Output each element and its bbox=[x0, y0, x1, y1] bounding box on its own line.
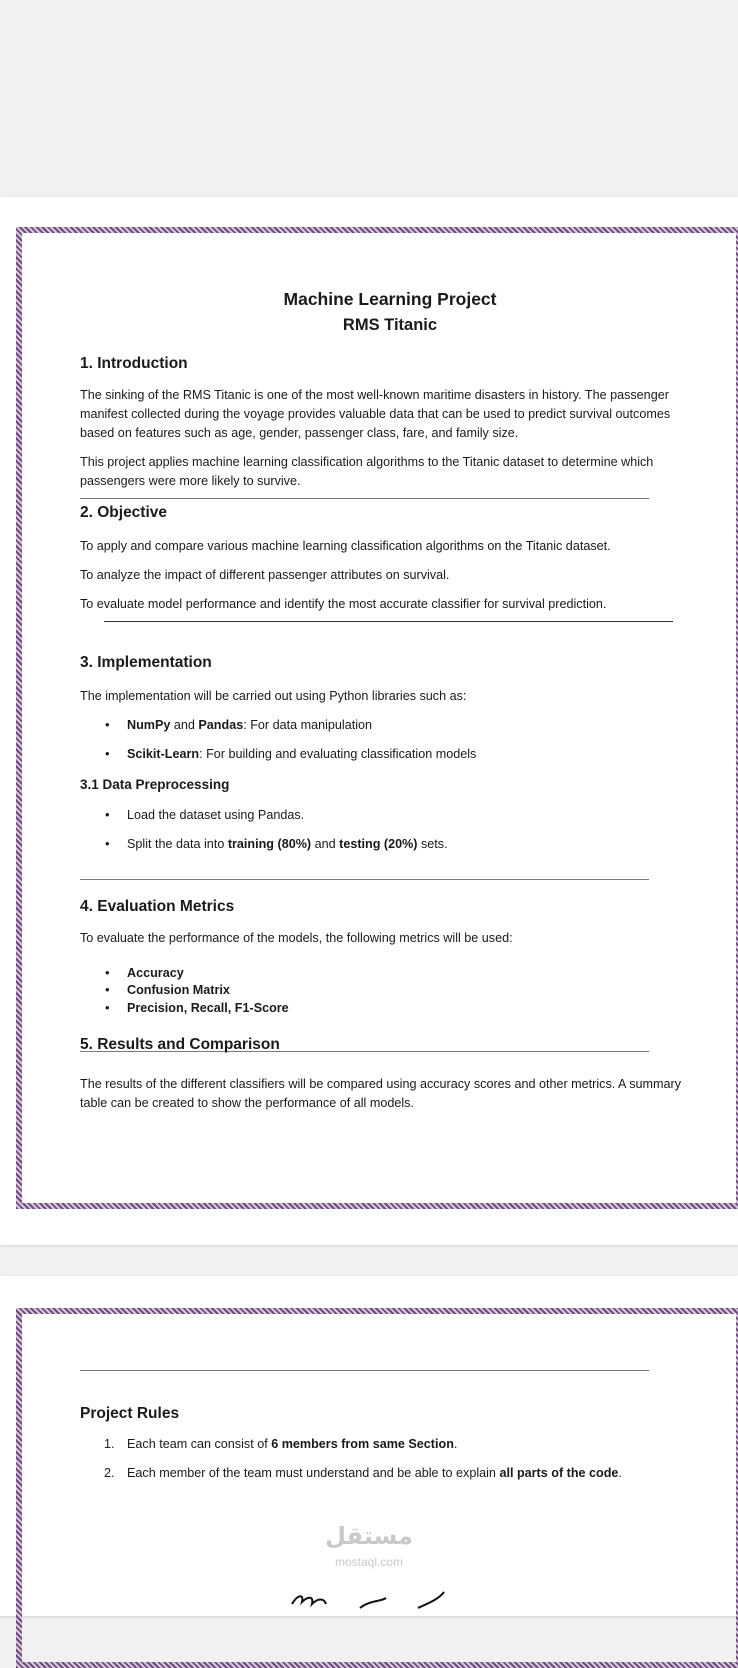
section-heading-implementation: 3. Implementation bbox=[80, 654, 212, 671]
section-heading-introduction: 1. Introduction bbox=[80, 355, 188, 372]
watermark-logo: مستقل bbox=[325, 1523, 413, 1550]
list-item-libraries: • NumPy and Pandas: For data manipulation bbox=[105, 717, 373, 732]
list-item: • Load the dataset using Pandas. bbox=[105, 807, 305, 822]
list-item: • Split the data into training (80%) and testing (20%) sets. bbox=[105, 836, 448, 851]
list-item-scikit: • Scikit-Learn: For building and evaluating classification models bbox=[105, 746, 477, 761]
implementation-intro: The implementation will be carried out using Python libraries such as: bbox=[80, 689, 467, 703]
subsection-heading-preprocessing: 3.1 Data Preprocessing bbox=[80, 777, 230, 792]
document-subtitle: RMS Titanic bbox=[342, 316, 438, 334]
divider bbox=[80, 498, 649, 499]
metrics-intro: To evaluate the performance of the models, the following metrics will be used: bbox=[80, 931, 513, 945]
section-heading-results: 5. Results and Comparison bbox=[80, 1036, 280, 1053]
rules-heading: Project Rules bbox=[80, 1405, 180, 1422]
section-heading-objective: 2. Objective bbox=[80, 504, 168, 521]
page-border bbox=[16, 227, 738, 1209]
divider bbox=[80, 879, 649, 880]
list-item: • Accuracy bbox=[105, 965, 184, 980]
intro-paragraph-2: This project applies machine learning classification algorithms to the Titanic dataset to determine which passengers were more likely to survive. bbox=[80, 455, 654, 488]
objective-item: To analyze the impact of different passenger attributes on survival. bbox=[80, 568, 450, 582]
rule-item: 2. Each member of the team must understand and be able to explain all parts of the code. bbox=[104, 1466, 622, 1480]
section-heading-metrics: 4. Evaluation Metrics bbox=[80, 898, 235, 915]
document-title: Machine Learning Project bbox=[283, 289, 497, 309]
list-item: • Precision, Recall, F1-Score bbox=[105, 1000, 289, 1015]
watermark-text: mostaql.com bbox=[334, 1555, 404, 1569]
objective-item: To evaluate model performance and identify the most accurate classifier for survival prediction. bbox=[80, 597, 607, 611]
divider bbox=[80, 1370, 649, 1371]
list-item: • Confusion Matrix bbox=[105, 982, 230, 997]
divider bbox=[104, 621, 673, 622]
signature-image bbox=[290, 1586, 490, 1616]
document-page-1 bbox=[0, 197, 738, 1245]
document-page-2 bbox=[0, 1276, 738, 1616]
rule-item: 1. Each team can consist of 6 members from same Section. bbox=[104, 1437, 458, 1451]
results-paragraph: The results of the different classifiers will be compared using accuracy scores and other metrics. A summary table can be created to show the performance of all models. bbox=[80, 1077, 682, 1110]
objective-item: To apply and compare various machine learning classification algorithms on the Titanic dataset. bbox=[80, 539, 611, 553]
intro-paragraph-1: The sinking of the RMS Titanic is one of the most well-known maritime disasters in history. The passenger manifest collected during the voyage provides valuable data that can be used to predict survival outcomes based on features such as age, gender, passenger class, fare, and family size. bbox=[80, 388, 671, 440]
